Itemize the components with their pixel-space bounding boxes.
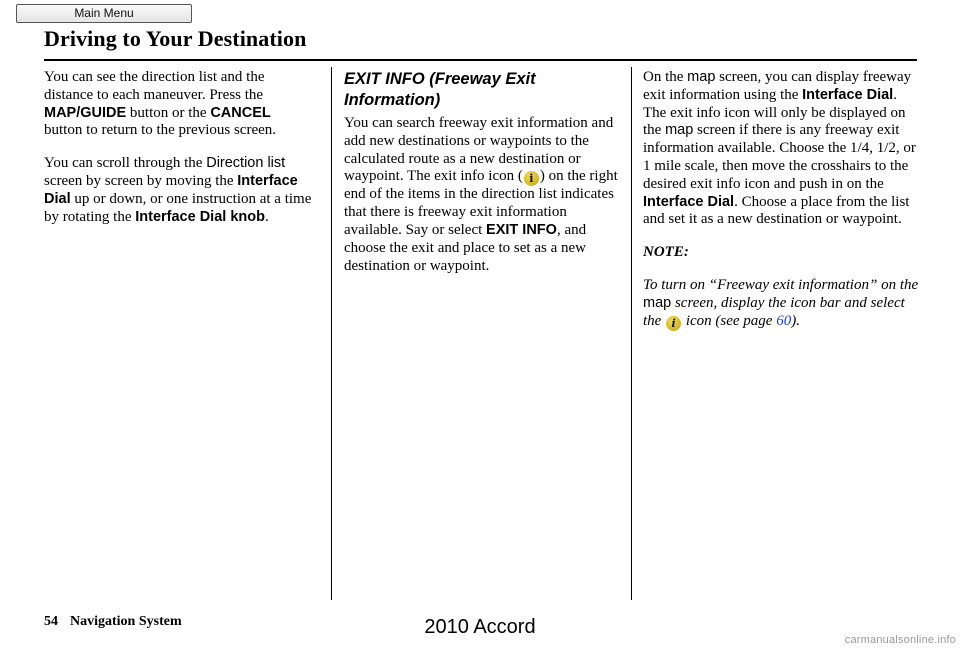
exit-info-icon: i: [524, 171, 539, 186]
column-3: [643, 69, 919, 346]
map-screen-label: map: [687, 69, 716, 85]
model-year-label: 2010 Accord: [424, 616, 536, 638]
interface-dial-label: Interface Dial: [44, 172, 298, 207]
exit-info-option-label: EXIT INFO: [486, 221, 557, 238]
paragraph-scroll-instructions: You can scroll through the Direction list screen by screen by moving the Interface Dial up or down, or one instruction at a time by rotating the Interface Dial knob.: [44, 155, 312, 225]
paragraph-exit-info: You can search freeway exit information and add new destinations or waypoints to the calculated route as a new destination or waypoint. The exit info icon ( i ) on the right end of the items in the direction list indicates that there is freeway exit information available. Say or select EXIT INFO, and choose the exit and place to set as a new destination or waypoint.: [344, 115, 618, 274]
section-heading-exit-info: EXIT INFO (Freeway Exit Information): [344, 70, 536, 109]
paragraph-map-exit-info: On the map screen, you can display freeway exit information using the Interface Dial. The exit info icon will only be displayed on the map screen if there is any freeway exit information available. Choose the 1/4, 1/2, or 1 mile scale, then move the crosshairs to the desired exit info icon and push in on the Interface Dial. Choose a place from the list and set it as a new destination or waypoint.: [643, 69, 916, 228]
page-number: 54: [44, 614, 58, 629]
column-2: [344, 69, 620, 290]
interface-dial-knob-label: Interface Dial knob: [135, 208, 265, 225]
interface-dial-label: Interface Dial: [802, 86, 894, 103]
column-divider-left: [331, 67, 332, 600]
map-screen-label: map: [643, 294, 672, 311]
map-screen-label: map: [665, 122, 694, 139]
interface-dial-label: Interface Dial: [643, 193, 735, 210]
column-1: [44, 69, 312, 241]
title-divider: [44, 59, 917, 61]
column-divider-right: [631, 67, 632, 600]
cancel-button-label: CANCEL: [210, 104, 271, 121]
exit-info-icon: i: [666, 316, 681, 331]
map-guide-button-label: MAP/GUIDE: [44, 104, 127, 121]
paragraph-return-instructions: You can see the direction list and the distance to each maneuver. Press the MAP/GUIDE button or the CANCEL button to return to the previous screen.: [44, 69, 277, 139]
page-title: Driving to Your Destination: [44, 26, 307, 51]
main-menu-button[interactable]: Main Menu: [16, 4, 192, 23]
note-label: NOTE:: [643, 244, 689, 261]
book-title: Navigation System: [70, 614, 182, 629]
note-text: To turn on “Freeway exit information” on the map screen, display the icon bar and select the i icon (see page 60).: [643, 276, 919, 330]
page-60-link[interactable]: 60: [776, 312, 792, 329]
watermark: carmanualsonline.info: [844, 634, 956, 646]
direction-list-screen-label: Direction list: [206, 155, 286, 172]
